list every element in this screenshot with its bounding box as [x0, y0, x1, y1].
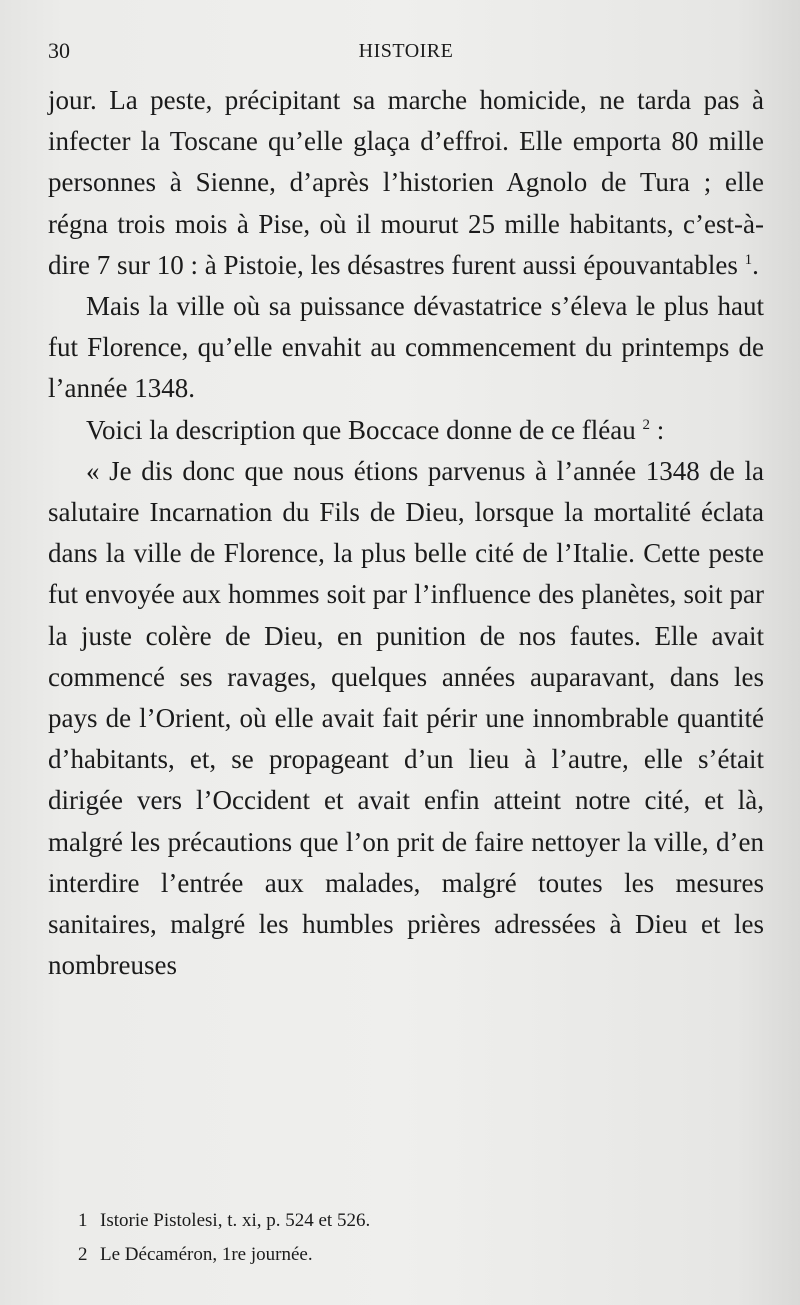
footnote-number: 2 — [78, 1244, 88, 1265]
page-body — [48, 80, 764, 986]
page-header — [48, 38, 764, 70]
running-title: HISTOIRE — [358, 40, 454, 62]
paragraph-2-text: Mais la ville où sa puissance dévastatrice s’éleva le plus haut fut Florence, qu’elle envahit au commencement du printemps de l’année 1348. — [48, 291, 764, 404]
paragraph-4-text: « Je dis donc que nous étions parvenus à l’année 1348 de la salutaire Incarnation du Fils de Dieu, lorsque la mortalité éclata dans la ville de Florence, la plus belle cité de l’Italie. Cette peste fut envoyée aux hommes soit par l’influence des planètes, soit par la juste colère de Dieu, en punition de nos fautes. Elle avait commencé ses ravages, quelques années auparavant, dans les pays de l’Orient, où elle avait fait périr une innombrable quantité d’habitants, et, se propageant d’un lieu à l’autre, elle s’était dirigée vers l’Occident et avait enfin atteint notre cité, et là, malgré les précautions que l’on prit de faire nettoyer la ville, d’en interdire l’entrée aux malades, malgré toutes les mesures sanitaires, malgré les humbles prières adressées à Dieu et les nombreuses — [48, 455, 764, 981]
footnote-number: 1 — [78, 1210, 88, 1231]
paragraph-3-text: Voici la description que Boccace donne de ce fléau — [86, 414, 636, 445]
paragraph-3 — [48, 410, 764, 451]
footnote-ref-1: 1 — [744, 251, 753, 268]
paragraph-2 — [48, 286, 764, 410]
paragraph-1-text: jour. La peste, précipitant sa marche homicide, ne tarda pas à infecter la Toscane qu’elle glaça d’effroi. Elle emporta 80 mille personnes à Sienne, d’après l’historien Agnolo de Tura ; elle régna trois mois à Pise, où il mourut 25 mille habitants, c’est-à-dire 7 sur 10 : à Pistoie, les désastres furent aussi épouvantables — [48, 85, 764, 280]
paragraph-4 — [48, 451, 764, 987]
footnote-ref-2: 2 — [642, 416, 651, 433]
footnote-text: Le Décaméron, 1re journée. — [100, 1244, 313, 1265]
footnote-text: Istorie Pistolesi, t. xi, p. 524 et 526. — [100, 1210, 371, 1231]
paragraph-3-end: : — [650, 414, 665, 445]
paragraph-1 — [48, 80, 764, 286]
paragraph-1-end: . — [752, 249, 759, 280]
page-number: 30 — [48, 38, 70, 63]
footnote-2 — [48, 1238, 764, 1272]
footnote-1 — [48, 1204, 764, 1238]
footnotes — [48, 1204, 764, 1272]
